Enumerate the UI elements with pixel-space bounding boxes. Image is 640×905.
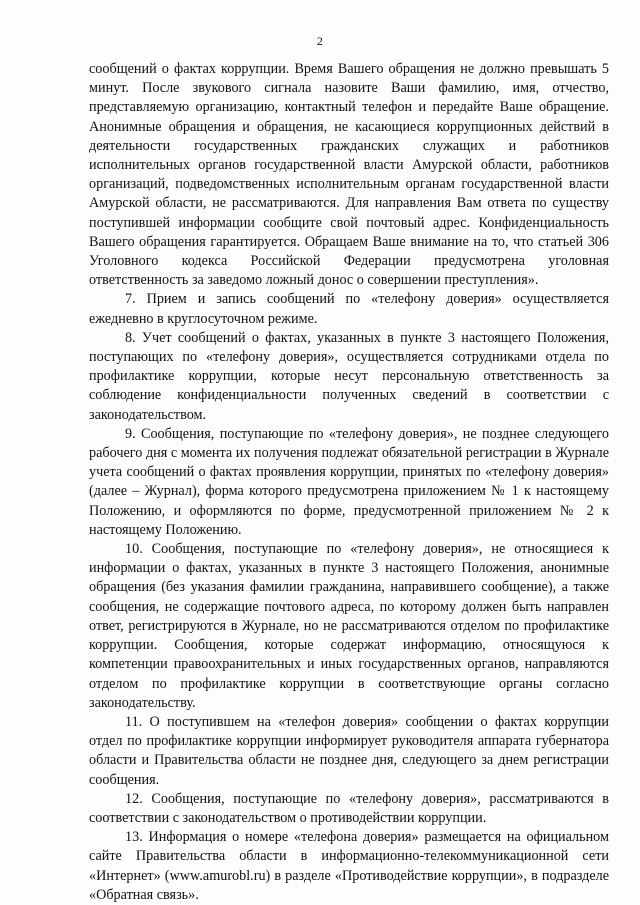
paragraph-item-10: 10. Сообщения, поступающие по «телефону доверия», не относящиеся к информации о фактах, указанных в пункте 3 настоящего Положения, анонимные обращения (без указания фамилии гражданина, направившего сообщение), а также сообщения, не содержащие почтового адреса, по которому должен быть направлен ответ, регистрируются в Журнале, но не рассматриваются отделом по профилактике коррупции. Сообщения, которые содержат информацию, относящуюся к компетенции правоохранительных и иных государственных органов, направляются отделом по профилактике коррупции в соответствующие органы согласно законодательству.	[89, 541, 609, 711]
paragraph-item-11: 11. О поступившем на «телефон доверия» сообщении о фактах коррупции отдел по профилактике коррупции информирует руководителя аппарата губернатора области и Правительства области не позднее дня, следующего за днем регистрации сообщения.	[89, 713, 609, 788]
page-number: 2	[316, 34, 324, 48]
paragraph-item-9: 9. Сообщения, поступающие по «телефону доверия», не позднее следующего рабочего дня с момента их получения подлежат обязательной регистрации в Журнале учета сообщений о фактах проявления коррупции, принятых по «телефону доверия» (далее – Журнал), форма которого предусмотрена приложением № 1 к настоящему Положению, и оформляются по форме, предусмотренной приложением № 2 к настоящему Положению.	[89, 425, 609, 538]
paragraph-item-12: 12. Сообщения, поступающие по «телефону доверия», рассматриваются в соответствии с законодательством о противодействии коррупции.	[89, 790, 609, 826]
paragraph-item-7: 7. Прием и запись сообщений по «телефону доверия» осуществляется ежедневно в круглосуточном режиме.	[89, 291, 609, 327]
paragraph-item-8: 8. Учет сообщений о фактах, указанных в пункте 3 настоящего Положения, поступающих по «телефону доверия», осуществляется сотрудниками отдела по профилактике коррупции, которые несут персональную ответственность за соблюдение конфиденциальности полученных сведений в соответствии с законодательством.	[89, 329, 609, 423]
paragraph-continuation: сообщений о фактах коррупции. Время Вашего обращения не должно превышать 5 минут. После звукового сигнала назовите Ваши фамилию, имя, отчество, представляемую организацию, контактный телефон и передайте Ваше обращение. Анонимные обращения и обращения, не касающиеся коррупционных действий в деятельности государственных гражданских служащих и работников исполнительных органов государственной власти Амурской области, работников организаций, подведомственных исполнительным органам государственной власти Амурской области, не рассматриваются. Для направления Вам ответа по существу поступившей информации сообщите свой почтовый адрес. Конфиденциальность Вашего обращения гарантируется. Обращаем Ваше внимание на то, что статьей 306 Уголовного кодекса Российской Федерации предусмотрена уголовная ответственность за заведомо ложный донос о совершении преступления».	[89, 61, 609, 289]
paragraph-item-13: 13. Информация о номере «телефона доверия» размещается на официальном сайте Правительства области в информационно-телекоммуникационной сети «Интернет» (www.amurobl.ru) в разделе «Противодействие коррупции», в подразделе «Обратная связь».	[89, 829, 609, 903]
document-body	[89, 60, 609, 905]
